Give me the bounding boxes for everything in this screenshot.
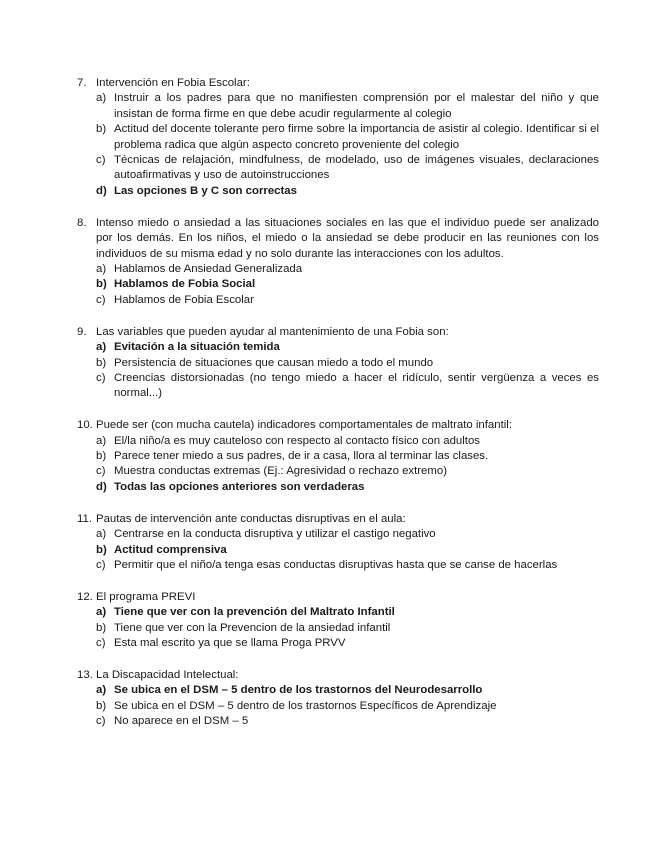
correct-option — [96, 683, 599, 698]
option-text: Tiene que ver con la prevención del Maltrato Infantil — [114, 606, 395, 619]
answer-option — [96, 558, 599, 573]
answer-option — [96, 714, 599, 729]
question-number: 11. — [77, 512, 92, 525]
option-text: Evitación a la situación temida — [114, 341, 280, 354]
question-stem — [77, 216, 599, 262]
question-text: Las variables que pueden ayudar al mantenimiento de una Fobia son: — [96, 325, 449, 338]
option-text: Todas las opciones anteriores son verdaderas — [114, 480, 365, 493]
option-text: No aparece en el DSM – 5 — [114, 715, 249, 728]
option-list — [96, 683, 599, 729]
question-number: 8. — [77, 216, 87, 229]
option-text: Esta mal escrito ya que se llama Proga PRVV — [114, 637, 346, 650]
question-number: 7. — [77, 77, 87, 89]
question-item — [77, 418, 599, 495]
option-label: a) — [96, 684, 107, 697]
option-text: Hablamos de Ansiedad Generalizada — [114, 262, 303, 275]
option-label: b) — [96, 699, 107, 712]
option-label: c) — [96, 154, 106, 167]
option-label: c) — [96, 715, 106, 728]
option-text: Centrarse en la conducta disruptiva y utilizar el castigo negativo — [114, 528, 436, 541]
option-label: d) — [96, 480, 107, 493]
option-label: a) — [96, 92, 107, 105]
question-stem — [77, 76, 599, 91]
question-item — [77, 76, 599, 199]
answer-option — [96, 262, 599, 277]
correct-option — [96, 184, 599, 199]
option-list — [96, 340, 599, 402]
option-label: c) — [96, 465, 106, 478]
question-stem — [77, 418, 599, 433]
option-text: Permitir que el niño/a tenga esas conductas disruptivas hasta que se canse de hacerlas — [114, 558, 558, 571]
question-text: Intenso miedo o ansiedad a las situaciones sociales en las que el individuo puede ser analizado por los demás. En los niños, el miedo o la ansiedad se debe producir en las reuniones con los individuos de su misma edad y no solo durante las interacciones con los adultos. — [96, 216, 599, 260]
question-item — [77, 590, 599, 652]
option-label: b) — [96, 123, 107, 136]
question-text: La Discapacidad Intelectual: — [96, 669, 239, 681]
option-label: d) — [96, 184, 107, 197]
option-text: Instruir a los padres para que no manifiesten comprensión por el malestar del niño y que insistan de forma firme en que debe acudir regularmente al colegio — [114, 92, 599, 120]
option-text: El/la niño/a es muy cauteloso con respecto al contacto físico con adultos — [114, 434, 480, 447]
option-list — [96, 262, 599, 308]
correct-option — [96, 277, 599, 292]
option-text: Se ubica en el DSM – 5 dentro de los trastornos Específicos de Aprendizaje — [114, 699, 497, 712]
option-text: Hablamos de Fobia Escolar — [114, 293, 254, 306]
answer-option — [96, 636, 599, 651]
option-label: c) — [96, 371, 106, 384]
answer-option — [96, 122, 599, 153]
option-label: a) — [96, 606, 107, 619]
correct-option — [96, 480, 599, 495]
correct-option — [96, 605, 599, 620]
option-label: c) — [96, 293, 106, 306]
option-text: Persistencia de situaciones que causan miedo a todo el mundo — [114, 356, 434, 369]
option-text: Hablamos de Fobia Social — [114, 278, 256, 291]
question-item — [77, 216, 599, 308]
option-text: Actitud del docente tolerante pero firme sobre la importancia de asistir al colegio. Identificar si el problema radica que algún aspecto concreto proveniente del colegio — [114, 123, 599, 151]
option-text: Creencias distorsionadas (no tengo miedo a hacer el ridículo, sentir vergüenza a veces es normal...) — [114, 371, 599, 400]
option-label: a) — [96, 341, 107, 354]
option-text: Técnicas de relajación, mindfulness, de modelado, uso de imágenes visuales, declaraciones autoafirmativas y uso de autoinstrucciones — [114, 154, 599, 182]
option-text: Muestra conductas extremas (Ej.: Agresividad o rechazo extremo) — [114, 465, 448, 478]
option-list — [96, 527, 599, 573]
option-label: a) — [96, 434, 107, 447]
question-text: Pautas de intervención ante conductas disruptivas en el aula: — [96, 512, 406, 525]
question-stem — [77, 325, 599, 340]
option-label: c) — [96, 558, 106, 571]
answer-option — [96, 153, 599, 184]
option-label: b) — [96, 356, 107, 369]
question-item — [77, 512, 599, 574]
option-text: Las opciones B y C son correctas — [114, 184, 297, 197]
answer-option — [96, 371, 599, 402]
answer-option — [96, 356, 599, 371]
question-text: El programa PREVI — [96, 590, 196, 603]
option-label: a) — [96, 528, 107, 541]
question-number: 12. — [77, 590, 93, 603]
answer-option — [96, 449, 599, 464]
option-list — [96, 91, 599, 199]
option-label: b) — [96, 543, 107, 556]
option-text: Se ubica en el DSM – 5 dentro de los trastornos del Neurodesarrollo — [114, 684, 483, 697]
option-label: a) — [96, 262, 107, 275]
question-stem — [77, 668, 599, 683]
question-item — [77, 325, 599, 402]
option-text: Tiene que ver con la Prevencion de la ansiedad infantil — [114, 621, 391, 634]
option-text: Parece tener miedo a sus padres, de ir a casa, llora al terminar las clases. — [114, 450, 489, 463]
question-number: 9. — [77, 325, 87, 338]
question-stem — [77, 512, 599, 527]
answer-option — [96, 464, 599, 479]
option-text: Actitud comprensiva — [114, 543, 227, 556]
question-number: 10. — [77, 419, 93, 432]
answer-option — [96, 293, 599, 308]
document-page — [77, 76, 599, 746]
option-label: b) — [96, 450, 107, 463]
answer-option — [96, 527, 599, 542]
answer-option — [96, 621, 599, 636]
answer-option — [96, 434, 599, 449]
correct-option — [96, 340, 599, 355]
option-list — [96, 434, 599, 496]
option-label: b) — [96, 621, 107, 634]
question-stem — [77, 590, 599, 605]
correct-option — [96, 543, 599, 558]
option-list — [96, 605, 599, 651]
answer-option — [96, 699, 599, 714]
option-label: c) — [96, 637, 106, 650]
question-text: Puede ser (con mucha cautela) indicadores comportamentales de maltrato infantil: — [96, 419, 512, 432]
option-label: b) — [96, 278, 107, 291]
question-text: Intervención en Fobia Escolar: — [96, 77, 250, 89]
question-number: 13. — [77, 669, 93, 681]
question-item — [77, 668, 599, 730]
answer-option — [96, 91, 599, 122]
